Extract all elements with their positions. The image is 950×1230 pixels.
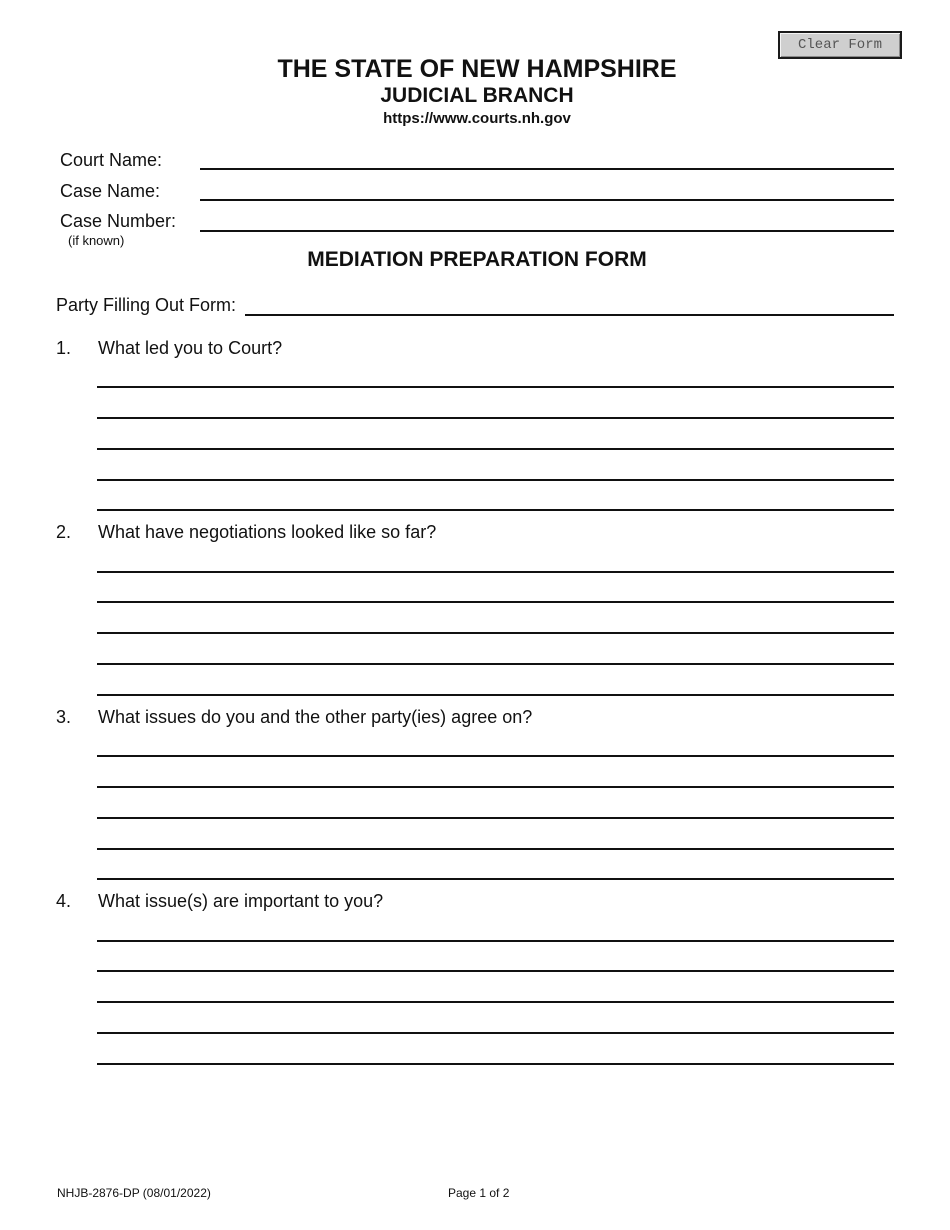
question-1-answer-line[interactable] [97,368,894,388]
case-name-label: Case Name: [60,181,161,201]
question-1-answer-line[interactable] [97,491,894,511]
clear-form-button[interactable]: Clear Form [778,31,902,59]
form-id: NHJB-2876-DP (08/01/2022) [57,1186,211,1200]
question-3-answer-line[interactable] [97,737,894,757]
question-4-answer-line[interactable] [97,922,894,942]
question-4-answer-line[interactable] [97,1014,894,1034]
question-number: 1. [56,338,72,358]
case-name-input[interactable] [200,181,894,201]
case-number-label: Case Number: [60,211,177,231]
court-name-input[interactable] [200,150,894,170]
question-1-answer-line[interactable] [97,461,894,481]
question-1-answer-line[interactable] [97,430,894,450]
question-text: What issue(s) are important to you? [98,891,384,911]
question-number: 3. [56,707,72,727]
form-title: MEDIATION PREPARATION FORM [307,248,647,271]
page-number: Page 1 of 2 [448,1186,510,1200]
question-3-answer-line[interactable] [97,830,894,850]
question-text: What led you to Court? [98,338,283,358]
question-4-answer-line[interactable] [97,1045,894,1065]
question-text: What issues do you and the other party(ies) agree on? [98,707,533,727]
question-2-answer-line[interactable] [97,583,894,603]
party-input[interactable] [245,296,894,316]
question-3-answer-line[interactable] [97,860,894,880]
question-number: 4. [56,891,72,911]
branch-heading: JUDICIAL BRANCH [380,84,574,107]
question-4-answer-line[interactable] [97,983,894,1003]
court-url: https://www.courts.nh.gov [383,110,571,127]
case-number-input[interactable] [200,212,894,232]
state-heading: THE STATE OF NEW HAMPSHIRE [277,55,677,83]
question-1-answer-line[interactable] [97,399,894,419]
question-number: 2. [56,522,72,542]
question-3-answer-line[interactable] [97,799,894,819]
question-text: What have negotiations looked like so far? [98,522,437,542]
case-number-note: (if known) [68,233,125,248]
question-2-answer-line[interactable] [97,553,894,573]
question-3-answer-line[interactable] [97,768,894,788]
question-2-answer-line[interactable] [97,614,894,634]
party-label: Party Filling Out Form: [56,295,237,315]
question-4-answer-line[interactable] [97,952,894,972]
court-name-label: Court Name: [60,150,163,170]
question-2-answer-line[interactable] [97,676,894,696]
question-2-answer-line[interactable] [97,645,894,665]
